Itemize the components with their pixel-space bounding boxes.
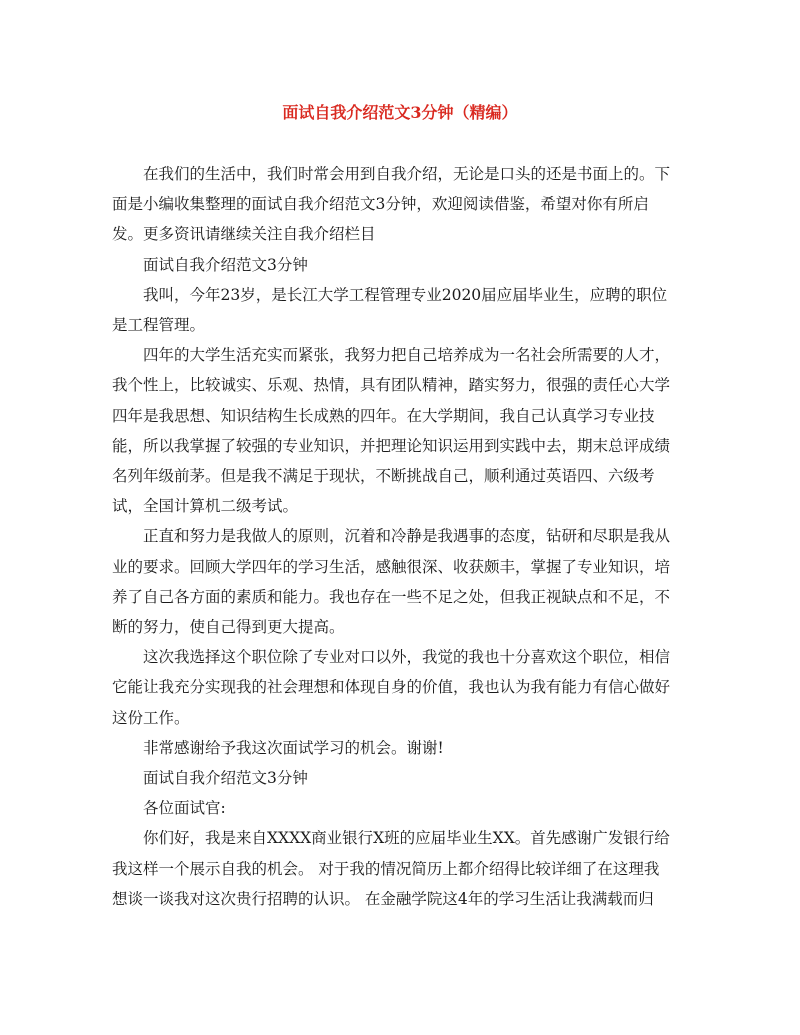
paragraph-university-life: 四年的大学生活充实而紧张，我努力把自己培养成为一名社会所需要的人才，我个性上，比较诚实、乐观、热情，具有团队精神，踏实努力，很强的责任心大学四年是我思想、知识结构生长成熟的四年。在大学期间，我自己认真学习专业技能，所以我掌握了较强的专业知识，并把理论知识运用到实践中去，期末总评成绩名列年级前茅。但是我不满足于现状，不断挑战自己，顺利通过英语四、六级考试，全国计算机二级考试。 (112, 346, 671, 516)
section-heading-1: 面试自我介绍范文3分钟 (143, 255, 308, 274)
paragraph-self-intro: 我叫，今年23岁，是长江大学工程管理专业2020届应届毕业生，应聘的职位是工程管理。 (112, 285, 668, 335)
paragraph-job-choice: 这次我选择这个职位除了专业对口以外，我觉的我也十分喜欢这个职位，相信它能让我充分实现我的社会理想和体现自身的价值，我也认为我有能力有信心做好这份工作。 (112, 648, 671, 727)
salutation: 各位面试官: (143, 799, 226, 818)
document-title: 面试自我介绍范文3分钟（精编） (282, 103, 518, 122)
paragraph-greeting: 你们好，我是来自XXXX商业银行X班的应届毕业生XX。首先感谢广发银行给我这样一个展示自我的机会。 对于我的情况简历上都介绍得比较详细了在这理我想谈一谈我对这次贵行招聘的认识。 在金融学院这4年的学习生活让我满载而归 (112, 829, 670, 908)
paragraph-intro: 在我们的生活中，我们时常会用到自我介绍，无论是口头的还是书面上的。下面是小编收集整理的面试自我介绍范文3分钟，欢迎阅读借鉴，希望对你有所启发。更多资讯请继续关注自我介绍栏目 (112, 165, 671, 244)
paragraph-principles: 正直和努力是我做人的原则，沉着和冷静是我遇事的态度，钻研和尽职是我从业的要求。回顾大学四年的学习生活，感触很深、收获颇丰，掌握了专业知识，培养了自己各方面的素质和能力。我也存在一些不足之处，但我正视缺点和不足，不断的努力，使自己得到更大提高。 (112, 527, 671, 637)
paragraph-thanks: 非常感谢给予我这次面试学习的机会。谢谢! (143, 738, 444, 757)
document-body (112, 159, 672, 914)
section-heading-2: 面试自我介绍范文3分钟 (143, 769, 308, 788)
